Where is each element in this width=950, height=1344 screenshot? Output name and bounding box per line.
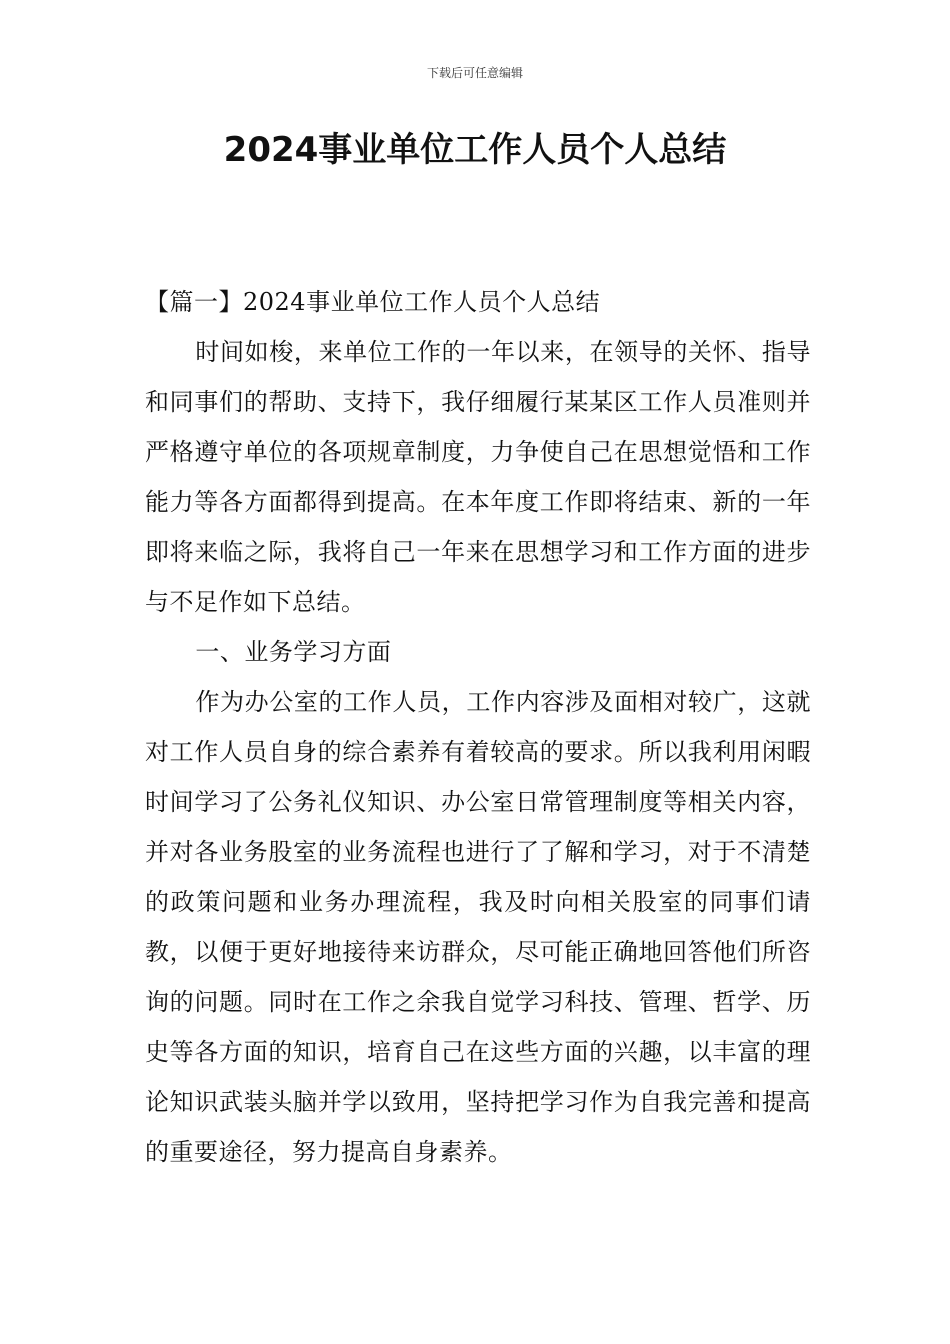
document-title: 2024事业单位工作人员个人总结 [223, 130, 727, 170]
paragraph-intro: 时间如梭，来单位工作的一年以来，在领导的关怀、指导和同事们的帮助、支持下，我仔细履行某某区工作人员准则并严格遵守单位的各项规章制度，力争使自己在思想觉悟和工作能力等各方面都得到提高。在本年度工作即将结束、新的一年即将来临之际，我将自己一年来在思想学习和工作方面的进步与不足作如下总结。 [145, 338, 811, 616]
header-note: 下载后可任意编辑 [426, 66, 523, 80]
paragraph-business-study: 作为办公室的工作人员，工作内容涉及面相对较广，这就对工作人员自身的综合素养有着较高的要求。所以我利用闲暇时间学习了公务礼仪知识、办公室日常管理制度等相关内容，并对各业务股室的业务流程也进行了了解和学习，对于不清楚的政策问题和业务办理流程，我及时向相关股室的同事们请教，以便于更好地接待来访群众，尽可能正确地回答他们所咨询的问题。同时在工作之余我自觉学习科技、管理、哲学、历史等各方面的知识，培育自己在这些方面的兴趣，以丰富的理论知识武装头脑并学以致用，坚持把学习作为自我完善和提高的重要途径，努力提高自身素养。 [145, 688, 811, 1166]
document-body [145, 277, 811, 1177]
subheading-business-study: 一、业务学习方面 [195, 638, 392, 666]
section-title: 【篇一】2024事业单位工作人员个人总结 [145, 288, 601, 316]
